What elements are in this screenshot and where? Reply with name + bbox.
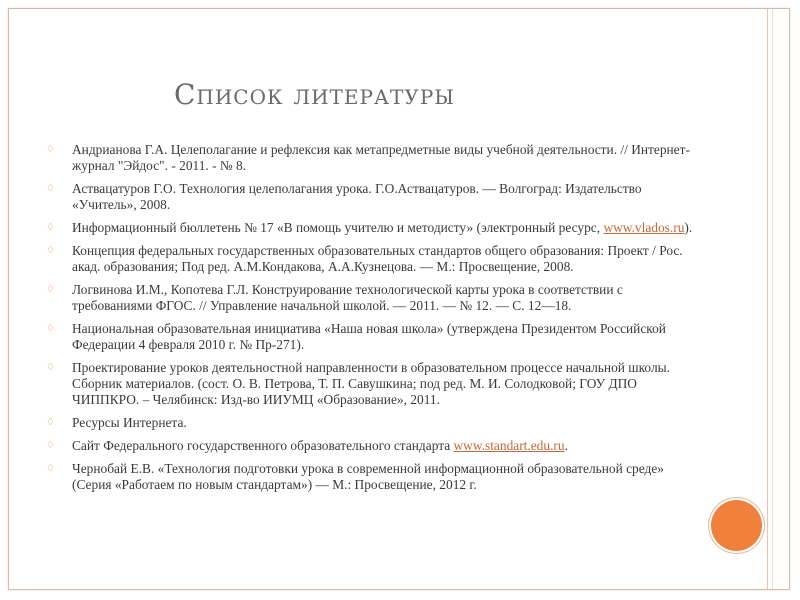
page-title: Список литературы <box>174 78 455 111</box>
bullet-icon: ♢ <box>46 440 55 451</box>
reference-text: Информационный бюллетень № 17 «В помощь учителю и методисту» (электронный ресурс, <box>72 220 604 235</box>
reference-list <box>46 142 696 500</box>
standart-link[interactable]: www.standart.edu.ru <box>453 438 565 453</box>
reference-text-end: . <box>564 438 568 453</box>
bullet-icon: ♢ <box>46 417 55 428</box>
accent-line <box>767 9 768 589</box>
list-item <box>46 415 696 431</box>
reference-text: Национальная образовательная инициатива «Наша новая школа» (утверждена Президентом Российской Федерации 4 февраля 2010 г. № Пр-271). <box>72 321 666 352</box>
reference-text-end: ). <box>684 220 693 235</box>
reference-text: Концепция федеральных государственных образовательных стандартов общего образования: Проект / Рос. акад. образования; Под ред. А.М.Кондакова, А.А.Кузнецова. — М.: Просвещение, 2008. <box>72 243 683 274</box>
bullet-icon: ♢ <box>46 183 55 194</box>
decorative-circle <box>711 500 762 551</box>
reference-text: Андрианова Г.А. Целеполагание и рефлексия как метапредметные виды учебной деятельности. // Интернет-журнал "Эйдос". - 2011. - № 8. <box>72 142 690 173</box>
reference-text: Проектирование уроков деятельностной направленности в образовательном процессе начальной школы. Сборник материалов. (сост. О. В. Петрова, Т. П. Савушкина; под ред. М. И. Солодковой; ГОУ ДПО ЧИППКРО. – Челябинск: Изд-во ИИУМЦ «Образование», 2011. <box>72 360 670 407</box>
reference-text: Чернобай Е.В. «Технология подготовки урока в современной информационной образовательной среде» (Серия «Работаем по новым стандартам») — М.: Просвещение, 2012 г. <box>72 461 664 492</box>
list-item <box>46 461 696 493</box>
bullet-icon: ♢ <box>46 222 55 233</box>
list-item <box>46 142 696 174</box>
list-item <box>46 220 696 236</box>
reference-text: Аствацатуров Г.О. Технология целеполагания урока. Г.О.Аствацатуров. — Волгоград: Издательство «Учитель», 2008. <box>72 181 642 212</box>
vlados-link[interactable]: www.vlados.ru <box>603 220 685 235</box>
list-item <box>46 282 696 314</box>
list-item <box>46 243 696 275</box>
list-item <box>46 321 696 353</box>
reference-text: Логвинова И.М., Копотева Г.Л. Конструирование технологической карты урока в соответствии с требованиями ФГОС. // Управление начальной школой. — 2011. — № 12. — С. 12—18. <box>72 282 623 313</box>
bullet-icon: ♢ <box>46 463 55 474</box>
accent-line-secondary <box>772 9 773 589</box>
bullet-icon: ♢ <box>46 362 55 373</box>
list-item <box>46 438 696 454</box>
reference-text: Сайт Федерального государственного образовательного стандарта <box>72 438 454 453</box>
list-item <box>46 181 696 213</box>
bullet-icon: ♢ <box>46 323 55 334</box>
bullet-icon: ♢ <box>46 144 55 155</box>
reference-text: Ресурсы Интернета. <box>72 415 187 430</box>
list-item <box>46 360 696 408</box>
bullet-icon: ♢ <box>46 284 55 295</box>
bullet-icon: ♢ <box>46 245 55 256</box>
